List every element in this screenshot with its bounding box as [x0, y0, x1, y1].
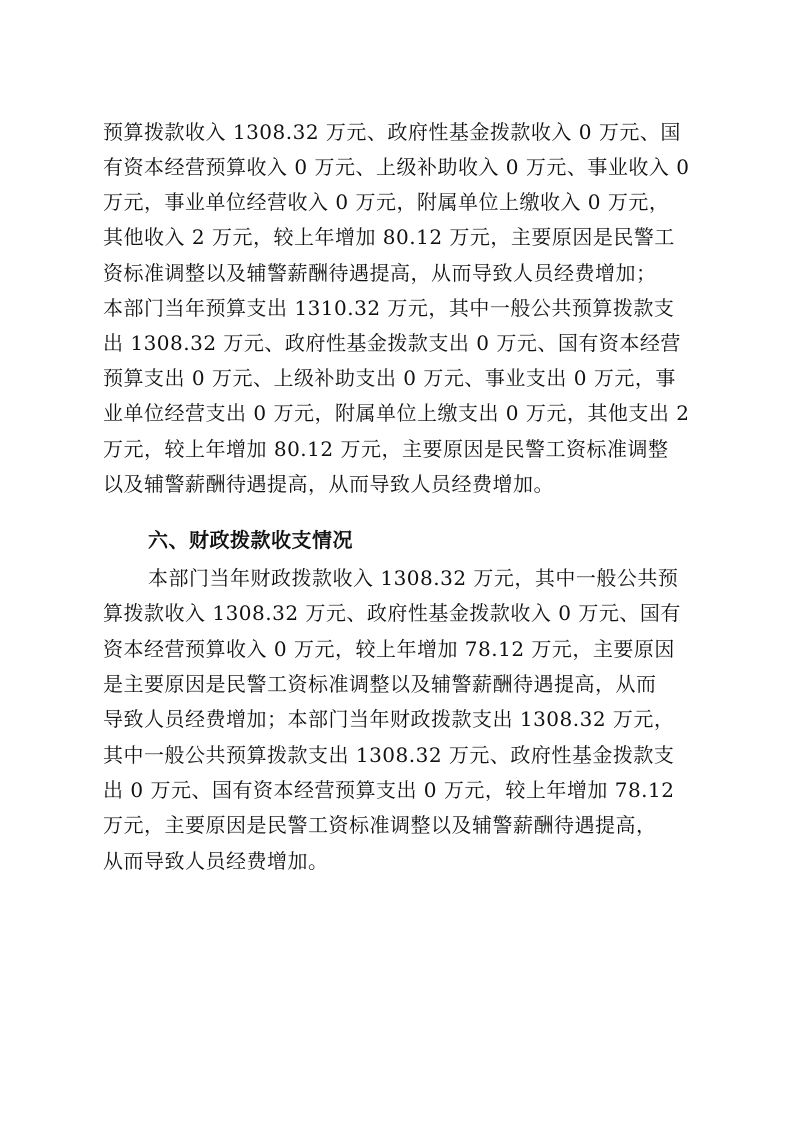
body-text-line: 本部门当年预算支出 1310.32 万元，其中一般公共预算拨款支 [103, 296, 675, 320]
body-text-line: 业单位经营支出 0 万元，附属单位上缴支出 0 万元，其他支出 2 [103, 401, 690, 425]
body-text-line: 本部门当年财政拨款收入 1308.32 万元，其中一般公共预 [148, 566, 679, 590]
body-text-line: 万元，较上年增加 80.12 万元，主要原因是民警工资标准调整 [103, 437, 669, 461]
body-text-line: 预算支出 0 万元、上级补助支出 0 万元、事业支出 0 万元，事 [103, 366, 676, 390]
body-text-line: 资本经营预算收入 0 万元，较上年增加 78.12 万元，主要原因 [103, 637, 675, 661]
body-text-line: 以及辅警薪酬待遇提高，从而导致人员经费增加。 [103, 472, 554, 496]
body-text-line: 万元，主要原因是民警工资标准调整以及辅警薪酬待遇提高， [103, 813, 657, 837]
body-text-line: 预算拨款收入 1308.32 万元、政府性基金拨款收入 0 万元、国 [103, 120, 681, 144]
body-text-line: 资标准调整以及辅警薪酬待遇提高，从而导致人员经费增加； [103, 261, 657, 285]
body-text-line: 万元，事业单位经营收入 0 万元，附属单位上缴收入 0 万元， [103, 190, 670, 214]
body-text-line: 有资本经营预算收入 0 万元、上级补助收入 0 万元、事业收入 0 [103, 155, 690, 179]
body-text-line: 其中一般公共预算拨款支出 1308.32 万元、政府性基金拨款支 [103, 743, 675, 767]
section-heading: 六、财政拨款收支情况 [148, 528, 353, 552]
body-text-line: 出 0 万元、国有资本经营预算支出 0 万元，较上年增加 78.12 [103, 778, 675, 802]
body-text-line: 其他收入 2 万元，较上年增加 80.12 万元，主要原因是民警工 [103, 225, 675, 249]
body-text-line: 出 1308.32 万元、政府性基金拨款支出 0 万元、国有资本经营 [103, 331, 681, 355]
body-text-line: 从而导致人员经费增加。 [103, 849, 329, 873]
body-text-line: 是主要原因是民警工资标准调整以及辅警薪酬待遇提高，从而 [103, 672, 657, 696]
body-text-line: 导致人员经费增加；本部门当年财政拨款支出 1308.32 万元， [103, 707, 675, 731]
body-text-line: 算拨款收入 1308.32 万元、政府性基金拨款收入 0 万元、国有 [103, 601, 681, 625]
